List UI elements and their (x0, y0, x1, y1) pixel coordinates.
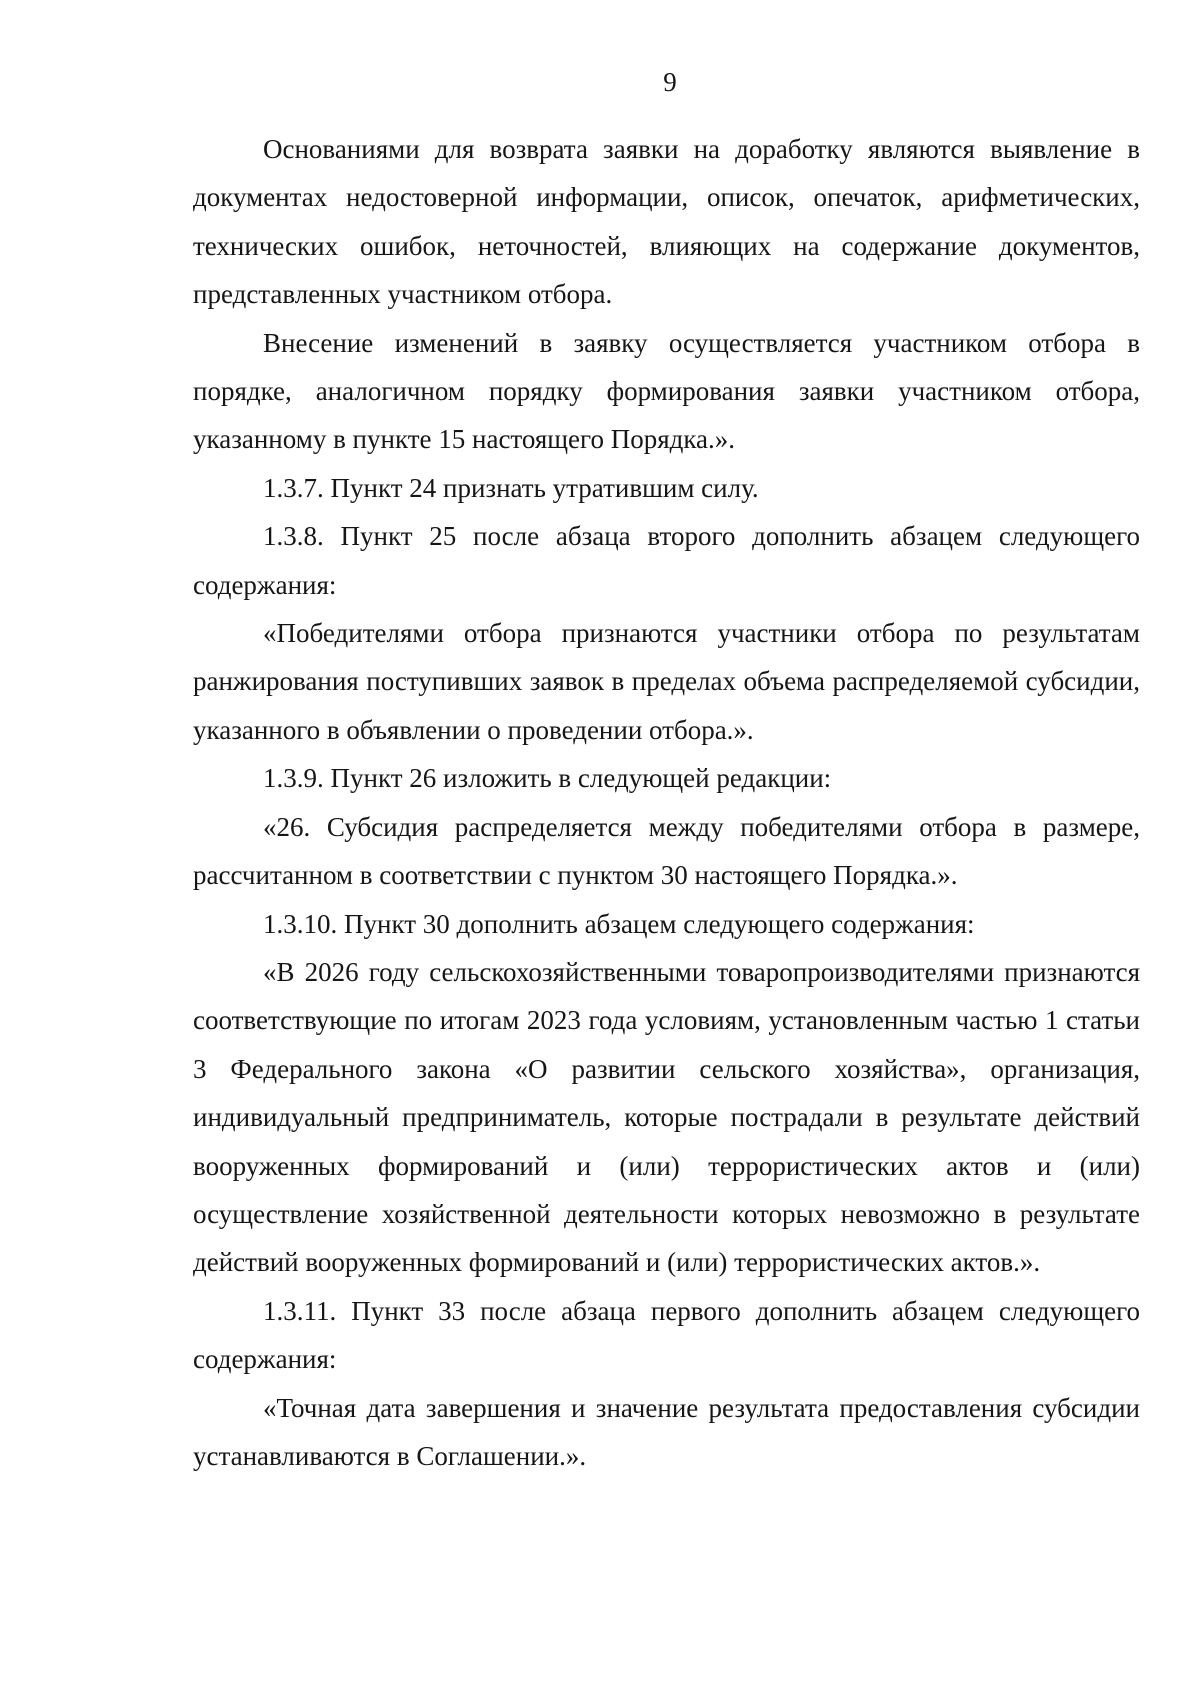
paragraph-1-3-8: 1.3.8. Пункт 25 после абзаца второго дополнить абзацем следующего содержания: (193, 521, 1140, 600)
paragraph-1-3-11: 1.3.11. Пункт 33 после абзаца первого дополнить абзацем следующего содержания: (193, 1295, 1140, 1375)
paragraph-return-grounds: Основаниями для возврата заявки на доработку являются выявление в документах недостоверной информации, описок, опечаток, арифметических, технических ошибок, неточностей, влияющих на содержание документов, представленных участником отбора. (193, 134, 1140, 310)
paragraph-1-3-7: 1.3.7. Пункт 24 признать утратившим силу. (263, 472, 759, 503)
paragraph-changes: Внесение изменений в заявку осуществляется участником отбора в порядке, аналогичном порядку формирования заявки участником отбора, указанному в пункте 15 настоящего Порядка.». (193, 327, 1140, 455)
paragraph-winners: «Победителями отбора признаются участники отбора по результатам ранжирования поступивших заявок в пределах объема распределяемой субсидии, указанного в объявлении о проведении отбора.». (193, 618, 1140, 745)
paragraph-1-3-9: 1.3.9. Пункт 26 изложить в следующей редакции: (263, 763, 832, 794)
page-number: 9 (663, 67, 677, 97)
paragraph-2026: «В 2026 году сельскохозяйственными товаропроизводителями признаются соответствующие по итогам 2023 года условиям, установленным частью 1 статьи 3 Федерального закона «О развитии сельского хозяйства», организация, индивидуальный предприниматель, которые пострадали в результате действий вооруженных формирований и (или) террористических актов и (или) осуществление хозяйственной деятельности которых невозможно в результате действий вооруженных формирований и (или) террористических актов.». (193, 956, 1140, 1278)
paragraph-1-3-10: 1.3.10. Пункт 30 дополнить абзацем следующего содержания: (263, 908, 975, 939)
document-body (193, 125, 1140, 1480)
paragraph-26: «26. Субсидия распределяется между победителями отбора в размере, рассчитанном в соответствии с пунктом 30 настоящего Порядка.». (193, 811, 1140, 891)
paragraph-exact-date: «Точная дата завершения и значение результата предоставления субсидии устанавливаются в Соглашении.». (193, 1392, 1140, 1471)
